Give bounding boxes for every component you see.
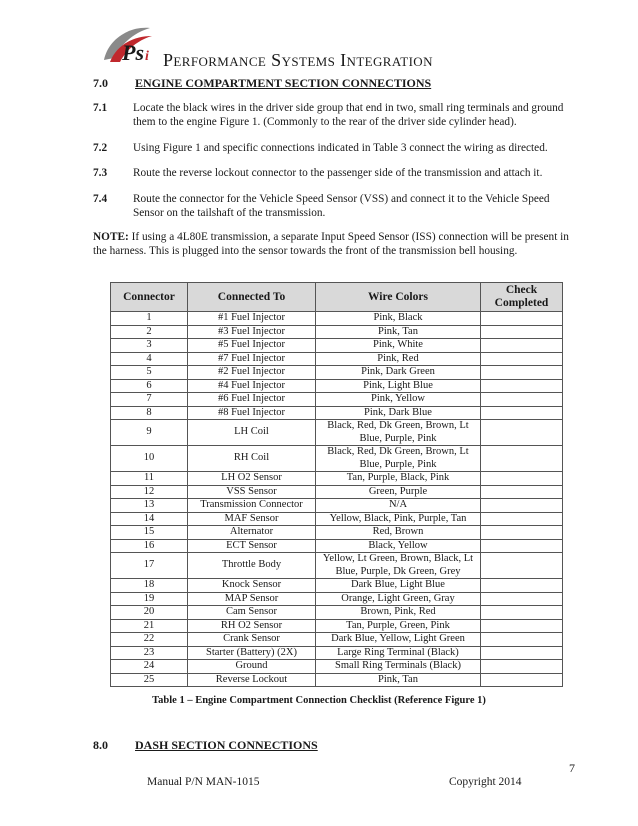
wire-colors-cell: Black, Red, Dk Green, Brown, Lt Blue, Purple, Pink — [316, 420, 481, 446]
table-row — [111, 446, 563, 472]
connected-to-cell: LH Coil — [188, 420, 316, 446]
connection-checklist-table — [110, 282, 563, 687]
check-completed-cell[interactable] — [481, 646, 563, 660]
connector-cell: 15 — [111, 526, 188, 540]
section-title: DASH SECTION CONNECTIONS — [135, 738, 318, 752]
table-row — [111, 539, 563, 553]
column-header: Check Completed — [481, 283, 563, 312]
table-row — [111, 553, 563, 579]
wire-colors-cell: Yellow, Black, Pink, Purple, Tan — [316, 512, 481, 526]
connector-cell: 7 — [111, 393, 188, 407]
connector-cell: 17 — [111, 553, 188, 579]
connected-to-cell: RH Coil — [188, 446, 316, 472]
connected-to-cell: Cam Sensor — [188, 606, 316, 620]
table-row — [111, 312, 563, 326]
check-completed-cell[interactable] — [481, 485, 563, 499]
check-completed-cell[interactable] — [481, 606, 563, 620]
check-completed-cell[interactable] — [481, 592, 563, 606]
table-caption: Table 1 – Engine Compartment Connection Checklist (Reference Figure 1) — [152, 695, 486, 706]
connector-cell: 9 — [111, 420, 188, 446]
page-number: 7 — [569, 761, 575, 775]
column-header: Wire Colors — [316, 283, 481, 312]
item-number: 7.4 — [93, 193, 108, 205]
connected-to-cell: Crank Sensor — [188, 633, 316, 647]
note-paragraph — [93, 230, 583, 258]
connected-to-cell: Reverse Lockout — [188, 673, 316, 687]
connector-cell: 23 — [111, 646, 188, 660]
connected-to-cell: #5 Fuel Injector — [188, 339, 316, 353]
connected-to-cell: #4 Fuel Injector — [188, 379, 316, 393]
check-completed-cell[interactable] — [481, 339, 563, 353]
wire-colors-cell: Pink, Tan — [316, 325, 481, 339]
column-header: Connector — [111, 283, 188, 312]
check-completed-cell[interactable] — [481, 579, 563, 593]
table-row — [111, 512, 563, 526]
check-completed-cell[interactable] — [481, 393, 563, 407]
connected-to-cell: #6 Fuel Injector — [188, 393, 316, 407]
connected-to-cell: #1 Fuel Injector — [188, 312, 316, 326]
check-completed-cell[interactable] — [481, 512, 563, 526]
wire-colors-cell: Brown, Pink, Red — [316, 606, 481, 620]
connector-cell: 21 — [111, 619, 188, 633]
section-number: 7.0 — [93, 76, 108, 90]
table-row — [111, 352, 563, 366]
connector-cell: 1 — [111, 312, 188, 326]
connector-cell: 11 — [111, 472, 188, 486]
wire-colors-cell: Dark Blue, Yellow, Light Green — [316, 633, 481, 647]
wire-colors-cell: Small Ring Terminals (Black) — [316, 660, 481, 674]
connector-cell: 5 — [111, 366, 188, 380]
table-row — [111, 406, 563, 420]
wire-colors-cell: Pink, Black — [316, 312, 481, 326]
wire-colors-cell: Pink, Dark Blue — [316, 406, 481, 420]
wire-colors-cell: Pink, Yellow — [316, 393, 481, 407]
check-completed-cell[interactable] — [481, 660, 563, 674]
table-row — [111, 579, 563, 593]
item-number: 7.2 — [93, 142, 108, 154]
table-row — [111, 499, 563, 513]
wire-colors-cell: Tan, Purple, Green, Pink — [316, 619, 481, 633]
note-label: NOTE: — [93, 231, 129, 243]
table-row — [111, 420, 563, 446]
table-row — [111, 366, 563, 380]
table-row — [111, 339, 563, 353]
connected-to-cell: #7 Fuel Injector — [188, 352, 316, 366]
connected-to-cell: ECT Sensor — [188, 539, 316, 553]
table-row — [111, 379, 563, 393]
table-row — [111, 393, 563, 407]
check-completed-cell[interactable] — [481, 633, 563, 647]
connected-to-cell: Ground — [188, 660, 316, 674]
check-completed-cell[interactable] — [481, 406, 563, 420]
wire-colors-cell: Orange, Light Green, Gray — [316, 592, 481, 606]
connector-cell: 22 — [111, 633, 188, 647]
item-text: Locate the black wires in the driver side group that end in two, small ring terminals and ground them to the engine Figure 1. (Commonly to the rear of the driver side cylinder head). — [133, 102, 564, 128]
check-completed-cell[interactable] — [481, 553, 563, 579]
page-header — [98, 22, 558, 78]
item-text: Route the reverse lockout connector to the passenger side of the transmission and attach it. — [133, 167, 543, 179]
check-completed-cell[interactable] — [481, 352, 563, 366]
connected-to-cell: LH O2 Sensor — [188, 472, 316, 486]
wire-colors-cell: Large Ring Terminal (Black) — [316, 646, 481, 660]
psi-logo-icon — [98, 22, 158, 70]
check-completed-cell[interactable] — [481, 420, 563, 446]
footer-copyright: Copyright 2014 — [449, 776, 522, 788]
connected-to-cell: Transmission Connector — [188, 499, 316, 513]
check-completed-cell[interactable] — [481, 472, 563, 486]
connected-to-cell: Throttle Body — [188, 553, 316, 579]
wire-colors-cell: Pink, Light Blue — [316, 379, 481, 393]
connector-cell: 16 — [111, 539, 188, 553]
wire-colors-cell: Pink, Tan — [316, 673, 481, 687]
svg-text:Ps: Ps — [122, 40, 144, 65]
wire-colors-cell: Black, Red, Dk Green, Brown, Lt Blue, Purple, Pink — [316, 446, 481, 472]
connector-cell: 18 — [111, 579, 188, 593]
connector-cell: 12 — [111, 485, 188, 499]
connector-cell: 6 — [111, 379, 188, 393]
connected-to-cell: Alternator — [188, 526, 316, 540]
table-row — [111, 619, 563, 633]
wire-colors-cell: Green, Purple — [316, 485, 481, 499]
check-completed-cell[interactable] — [481, 325, 563, 339]
connector-cell: 4 — [111, 352, 188, 366]
check-completed-cell[interactable] — [481, 446, 563, 472]
connected-to-cell: #3 Fuel Injector — [188, 325, 316, 339]
table-header-row — [111, 283, 563, 312]
connector-cell: 25 — [111, 673, 188, 687]
item-number: 7.1 — [93, 102, 108, 114]
wire-colors-cell: Tan, Purple, Black, Pink — [316, 472, 481, 486]
connected-to-cell: #8 Fuel Injector — [188, 406, 316, 420]
connector-cell: 8 — [111, 406, 188, 420]
connected-to-cell: VSS Sensor — [188, 485, 316, 499]
connected-to-cell: MAF Sensor — [188, 512, 316, 526]
table-row — [111, 646, 563, 660]
wire-colors-cell: N/A — [316, 499, 481, 513]
check-completed-cell[interactable] — [481, 366, 563, 380]
check-completed-cell[interactable] — [481, 499, 563, 513]
check-completed-cell[interactable] — [481, 619, 563, 633]
table-row — [111, 592, 563, 606]
connector-cell: 24 — [111, 660, 188, 674]
wire-colors-cell: Pink, White — [316, 339, 481, 353]
item-text: Route the connector for the Vehicle Speed Sensor (VSS) and connect it to the Vehicle Speed Sensor on the tailshaft of the transmission. — [133, 193, 550, 219]
table-row — [111, 472, 563, 486]
table-row — [111, 673, 563, 687]
check-completed-cell[interactable] — [481, 526, 563, 540]
connector-cell: 19 — [111, 592, 188, 606]
table-row — [111, 325, 563, 339]
company-name: Performance Systems Integration — [163, 50, 433, 70]
check-completed-cell[interactable] — [481, 312, 563, 326]
connected-to-cell: RH O2 Sensor — [188, 619, 316, 633]
connected-to-cell: Knock Sensor — [188, 579, 316, 593]
wire-colors-cell: Yellow, Lt Green, Brown, Black, Lt Blue, Purple, Dk Green, Grey — [316, 553, 481, 579]
section-number: 8.0 — [93, 738, 108, 752]
table-row — [111, 526, 563, 540]
section-title: ENGINE COMPARTMENT SECTION CONNECTIONS — [135, 76, 432, 90]
footer-part-number: Manual P/N MAN-1015 — [147, 776, 260, 788]
connector-cell: 13 — [111, 499, 188, 513]
wire-colors-cell: Dark Blue, Light Blue — [316, 579, 481, 593]
connector-cell: 2 — [111, 325, 188, 339]
column-header: Connected To — [188, 283, 316, 312]
check-completed-cell[interactable] — [481, 379, 563, 393]
check-completed-cell[interactable] — [481, 673, 563, 687]
table-row — [111, 660, 563, 674]
connector-cell: 3 — [111, 339, 188, 353]
item-text: Using Figure 1 and specific connections indicated in Table 3 connect the wiring as directed. — [133, 142, 548, 154]
wire-colors-cell: Pink, Dark Green — [316, 366, 481, 380]
connector-cell: 10 — [111, 446, 188, 472]
wire-colors-cell: Pink, Red — [316, 352, 481, 366]
note-text: If using a 4L80E transmission, a separate Input Speed Sensor (ISS) connection will be present in the harness. This is plugged into the sensor towards the front of the transmission bell housing. — [93, 231, 569, 257]
connected-to-cell: MAP Sensor — [188, 592, 316, 606]
connected-to-cell: #2 Fuel Injector — [188, 366, 316, 380]
table-row — [111, 633, 563, 647]
wire-colors-cell: Red, Brown — [316, 526, 481, 540]
connected-to-cell: Starter (Battery) (2X) — [188, 646, 316, 660]
item-number: 7.3 — [93, 167, 108, 179]
connector-cell: 14 — [111, 512, 188, 526]
connector-cell: 20 — [111, 606, 188, 620]
svg-text:i: i — [145, 49, 149, 64]
check-completed-cell[interactable] — [481, 539, 563, 553]
table-row — [111, 606, 563, 620]
wire-colors-cell: Black, Yellow — [316, 539, 481, 553]
table-row — [111, 485, 563, 499]
